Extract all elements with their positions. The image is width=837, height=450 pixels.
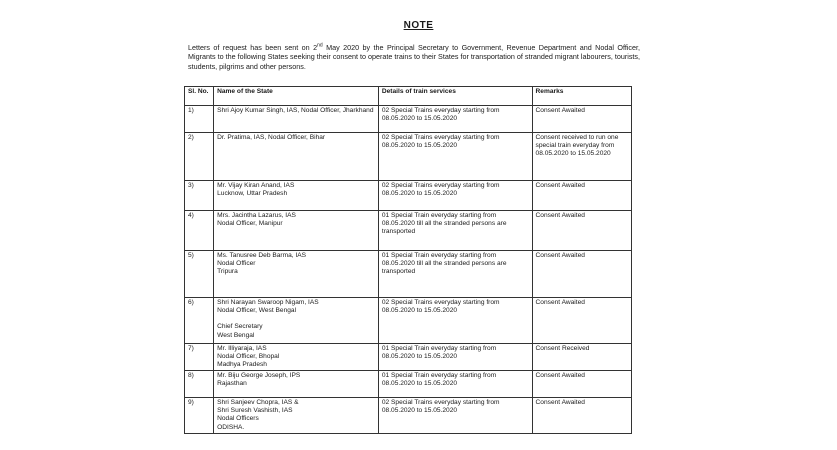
row-sl: 6) [185, 298, 214, 344]
row-details-text: 02 Special Trains everyday starting from 08.05.2020 to 15.05.2020 [381, 182, 500, 198]
row-details-text: 02 Special Trains everyday starting from 08.05.2020 to 15.05.2020 [381, 107, 500, 123]
row-state-name [214, 398, 379, 434]
table-row [185, 371, 632, 398]
row-state-name [214, 181, 379, 211]
row-train-details [378, 106, 532, 133]
row-train-details [378, 133, 532, 181]
row-sl: 2) [185, 133, 214, 181]
table-row [185, 211, 632, 251]
intro-superscript: nd [317, 42, 323, 49]
row-train-details [378, 298, 532, 344]
row-name-text: Shri Sanjeev Chopra, IAS & Shri Suresh Vashisth, IAS Nodal Officers ODISHA. [217, 399, 299, 431]
row-sl: 3) [185, 181, 214, 211]
row-details-text: 01 Special Train everyday starting from 08.05.2020 to 15.05.2020 [381, 345, 497, 361]
header-remarks: Remarks [532, 87, 631, 106]
row-state-name [214, 251, 379, 298]
row-details-text: 02 Special Trains everyday starting from 08.05.2020 to 15.05.2020 [381, 399, 500, 415]
row-sl: 9) [185, 398, 214, 434]
row-name-text: Shri Narayan Swaroop Nigam, IAS Nodal Officer, West Bengal [217, 299, 319, 315]
intro-text-start: Letters of request has been sent on 2 [188, 43, 318, 52]
header-sl-no: Sl. No. [185, 87, 214, 106]
table-row [185, 251, 632, 298]
row-sl: 1) [185, 106, 214, 133]
row-state-name [214, 211, 379, 251]
row-name-text: Mr. Biju George Joseph, IPS Rajasthan [217, 372, 301, 388]
row-remarks: Consent Awaited [532, 298, 631, 344]
row-state-name [214, 133, 379, 181]
row-name-text: Mrs. Jacintha Lazarus, IAS Nodal Officer, Manipur [217, 212, 296, 228]
row-train-details [378, 181, 532, 211]
row-name-text: Shri Ajoy Kumar Singh, IAS, Nodal Officer, Jharkhand [217, 107, 374, 114]
table-row [185, 344, 632, 371]
name-spacer [217, 315, 375, 323]
row-train-details [378, 344, 532, 371]
row-name-text: Ms. Tanusree Deb Barma, IAS Nodal Officer Tripura [217, 252, 307, 276]
table-header-row [185, 87, 632, 106]
note-title: NOTE [403, 20, 434, 31]
row-details-text: 02 Special Trains everyday starting from 08.05.2020 to 15.05.2020 [381, 134, 500, 150]
table-row [185, 133, 632, 181]
row-remarks: Consent Awaited [532, 371, 631, 398]
row-sl: 5) [185, 251, 214, 298]
row-train-details [378, 211, 532, 251]
row-remarks: Consent Awaited [532, 398, 631, 434]
row-state-name [214, 344, 379, 371]
row-remarks: Consent Awaited [532, 181, 631, 211]
header-train-details: Details of train services [378, 87, 532, 106]
row-name-extra: Chief Secretary West Bengal [217, 323, 263, 339]
row-details-text: 01 Special Train everyday starting from 08.05.2020 to 15.05.2020 [381, 372, 497, 388]
header-state-name: Name of the State [214, 87, 379, 106]
states-table [184, 86, 632, 434]
row-remarks: Consent Awaited [532, 251, 631, 298]
row-name-text: Dr. Pratima, IAS, Nodal Officer, Bihar [217, 134, 326, 141]
row-remarks: Consent received to run one special train everyday from 08.05.2020 to 15.05.2020 [532, 133, 631, 181]
row-state-name [214, 298, 379, 344]
row-state-name [214, 371, 379, 398]
table-row [185, 298, 632, 344]
row-remarks: Consent Awaited [532, 211, 631, 251]
row-details-text: 01 Special Train everyday starting from 08.05.2020 till all the stranded persons are transported [381, 252, 507, 276]
row-remarks: Consent Awaited [532, 106, 631, 133]
row-train-details [378, 251, 532, 298]
table-row [185, 106, 632, 133]
row-train-details [378, 371, 532, 398]
intro-text-end: May 2020 by the Principal Secretary to Government, Revenue Department and Nodal Officer, Migrants to the following States seeking their consent to operate trains to their States for transportation of stranded migrant labourers, tourists, students, pilgrims and other persons. [188, 43, 640, 71]
row-train-details [378, 398, 532, 434]
row-sl: 4) [185, 211, 214, 251]
row-sl: 7) [185, 344, 214, 371]
row-remarks: Consent Received [532, 344, 631, 371]
row-details-text: 02 Special Trains everyday starting from 08.05.2020 to 15.05.2020 [381, 299, 500, 315]
row-name-text: Mr. Illiyaraja, IAS Nodal Officer, Bhopal Madhya Pradesh [217, 345, 280, 369]
table-row [185, 181, 632, 211]
row-details-text: 01 Special Train everyday starting from 08.05.2020 till all the stranded persons are transported [381, 212, 507, 236]
intro-paragraph [188, 43, 640, 71]
row-sl: 8) [185, 371, 214, 398]
table-row [185, 398, 632, 434]
row-name-text: Mr. Vijay Kiran Anand, IAS Lucknow, Uttar Pradesh [217, 182, 295, 198]
row-state-name [214, 106, 379, 133]
